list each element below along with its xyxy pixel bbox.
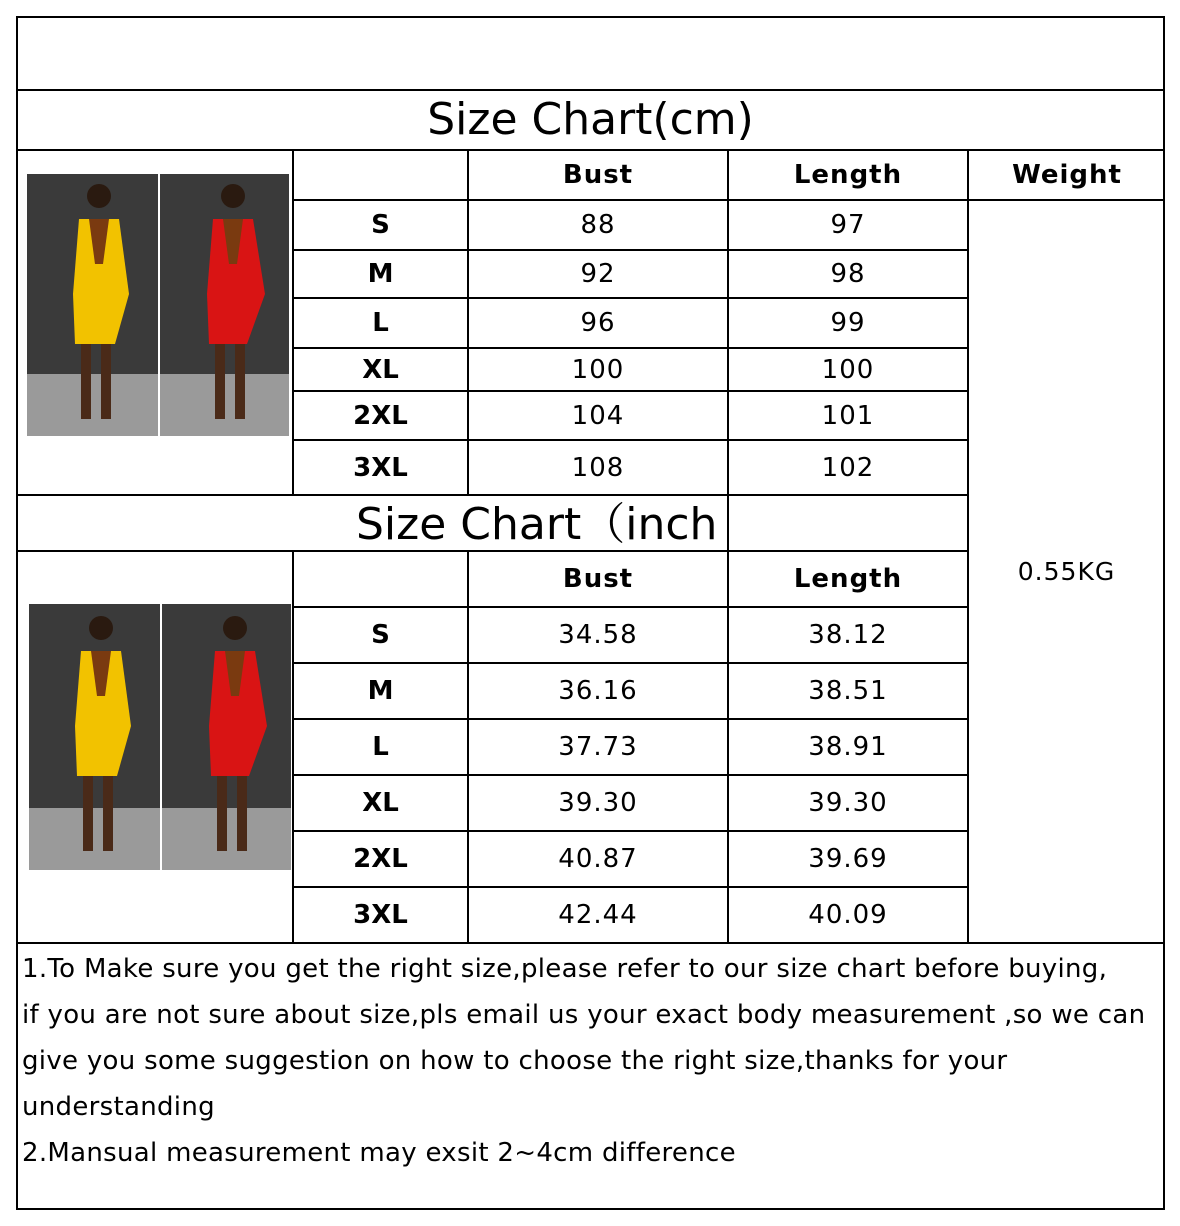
- cm-header-bust: Bust: [562, 160, 634, 190]
- note-line-3: 2.Mansual measurement may exsit 2~4cm difference: [22, 1138, 736, 1168]
- weight-value: 0.55KG: [1017, 557, 1116, 586]
- cm-length: 102: [821, 452, 875, 483]
- inch-bust: 40.87: [558, 844, 638, 874]
- inch-header-length: Length: [793, 564, 903, 594]
- divider: [16, 89, 1165, 91]
- inch-length: 39.69: [808, 844, 888, 874]
- note-line-1: 1.To Make sure you get the right size,please refer to our size chart before buying,: [22, 954, 1108, 984]
- inch-header-bust: Bust: [562, 564, 634, 594]
- inch-length: 38.51: [808, 676, 888, 706]
- cm-bust: 108: [571, 452, 625, 483]
- cm-size: 2XL: [353, 400, 408, 431]
- title-cm: Size Chart(cm): [427, 94, 754, 145]
- cm-size: S: [371, 210, 390, 240]
- inch-size: 3XL: [353, 900, 408, 930]
- inch-bust: 37.73: [558, 732, 638, 762]
- inch-size: S: [371, 620, 390, 650]
- inch-bust: 36.16: [558, 676, 638, 706]
- size-notes: [22, 946, 1152, 1176]
- cm-size: M: [367, 259, 394, 289]
- cm-length: 101: [821, 400, 875, 431]
- cm-length: 97: [830, 210, 866, 240]
- cm-size: L: [372, 308, 389, 338]
- cm-size: 3XL: [353, 452, 408, 483]
- product-photo-bottom: [29, 604, 291, 870]
- note-line-2: if you are not sure about size,pls email us your exact body measurement ,so we can give you some suggestion on how to choose the right size,thanks for your understanding: [22, 1000, 1146, 1122]
- inch-bust: 42.44: [558, 900, 638, 930]
- inch-length: 40.09: [808, 900, 888, 930]
- cm-length: 99: [830, 308, 866, 338]
- inch-length: 38.12: [808, 620, 888, 650]
- cm-bust: 104: [571, 400, 625, 431]
- inch-bust: 39.30: [558, 788, 638, 818]
- inch-bust: 34.58: [558, 620, 638, 650]
- title-inch: Size Chart（inch: [356, 499, 718, 550]
- cm-bust: 100: [571, 354, 625, 385]
- inch-size: 2XL: [353, 844, 408, 874]
- inch-size: L: [372, 732, 389, 762]
- cm-bust: 92: [580, 259, 616, 289]
- inch-size: XL: [362, 788, 399, 818]
- inch-length: 39.30: [808, 788, 888, 818]
- divider: [16, 494, 968, 496]
- inch-length: 38.91: [808, 732, 888, 762]
- header-weight: Weight: [1012, 160, 1122, 190]
- product-photo-top: [27, 174, 289, 436]
- header-watermark: [440, 28, 740, 78]
- cm-length: 98: [830, 259, 866, 289]
- cm-length: 100: [821, 354, 875, 385]
- cm-size: XL: [362, 354, 399, 385]
- cm-header-length: Length: [793, 160, 903, 190]
- cm-bust: 88: [580, 210, 616, 240]
- cm-bust: 96: [580, 308, 616, 338]
- inch-size: M: [367, 676, 394, 706]
